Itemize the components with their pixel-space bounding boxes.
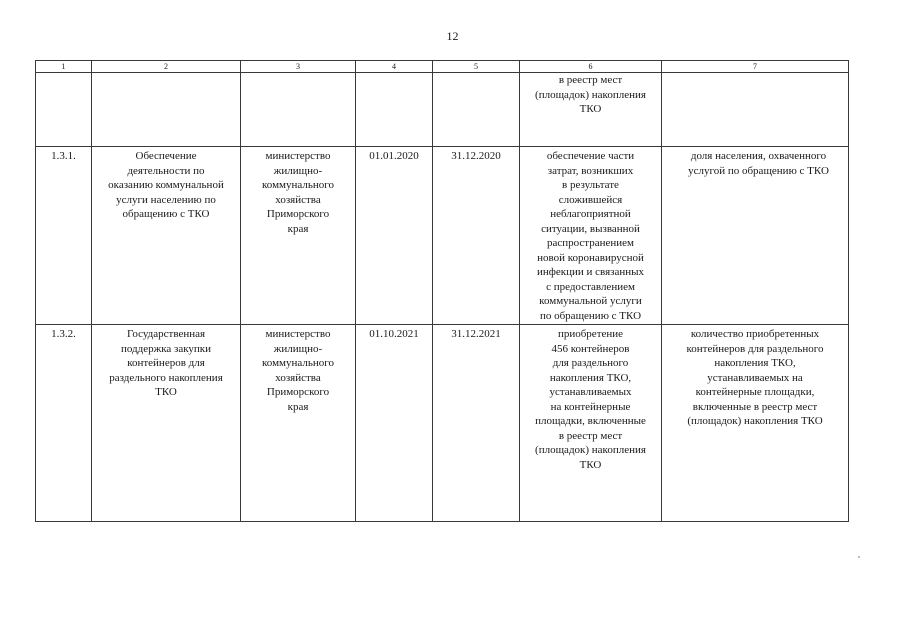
column-header-1: 1 [36, 61, 92, 73]
column-header-3: 3 [241, 61, 356, 73]
column-header-5: 5 [433, 61, 520, 73]
column-header-2: 2 [92, 61, 241, 73]
column-header-6: 6 [520, 61, 662, 73]
continuation-result-cell [520, 73, 662, 147]
continuation-cell-7 [662, 73, 849, 147]
continuation-cell-1 [36, 73, 92, 147]
target-indicator: количество приобретенных контейнеров для раздельного накопления ТКО, устанавливаемых на контейнерные площадки, включенные в реестр мест (площадок) накопления ТКО [662, 325, 849, 522]
measures-table [35, 60, 849, 522]
scan-speck [858, 556, 860, 558]
column-number-row [36, 61, 849, 73]
continuation-result-text: в реестр мест (площадок) накопления ТКО [535, 74, 646, 115]
end-date: 31.12.2021 [433, 325, 520, 522]
column-header-4: 4 [356, 61, 433, 73]
measure-name: Обеспечение деятельности по оказанию коммунальной услуги населению по обращению с ТКО [92, 147, 241, 325]
measure-name: Государственная поддержка закупки контейнеров для раздельного накопления ТКО [92, 325, 241, 522]
responsible-executor: министерство жилищно- коммунального хозяйства Приморского края [241, 325, 356, 522]
column-header-7: 7 [662, 61, 849, 73]
target-indicator: доля населения, охваченного услугой по обращению с ТКО [662, 147, 849, 325]
page-number: 12 [446, 29, 459, 43]
continuation-cell-5 [433, 73, 520, 147]
start-date: 01.10.2021 [356, 325, 433, 522]
table-row [36, 147, 849, 325]
continuation-cell-2 [92, 73, 241, 147]
row-number: 1.3.1. [36, 147, 92, 325]
continuation-row [36, 73, 849, 147]
row-number: 1.3.2. [36, 325, 92, 522]
expected-result: обеспечение части затрат, возникших в результате сложившейся неблагоприятной ситуации, вызванной распространением новой коронавирусной инфекции и связанных с предоставлением коммунальной услуги по обращению с ТКО [520, 147, 662, 325]
continuation-cell-4 [356, 73, 433, 147]
responsible-executor: министерство жилищно- коммунального хозяйства Приморского края [241, 147, 356, 325]
end-date: 31.12.2020 [433, 147, 520, 325]
start-date: 01.01.2020 [356, 147, 433, 325]
continuation-cell-3 [241, 73, 356, 147]
table-row [36, 325, 849, 522]
expected-result: приобретение 456 контейнеров для раздельного накопления ТКО, устанавливаемых на контейнерные площадки, включенные в реестр мест (площадок) накопления ТКО [520, 325, 662, 522]
